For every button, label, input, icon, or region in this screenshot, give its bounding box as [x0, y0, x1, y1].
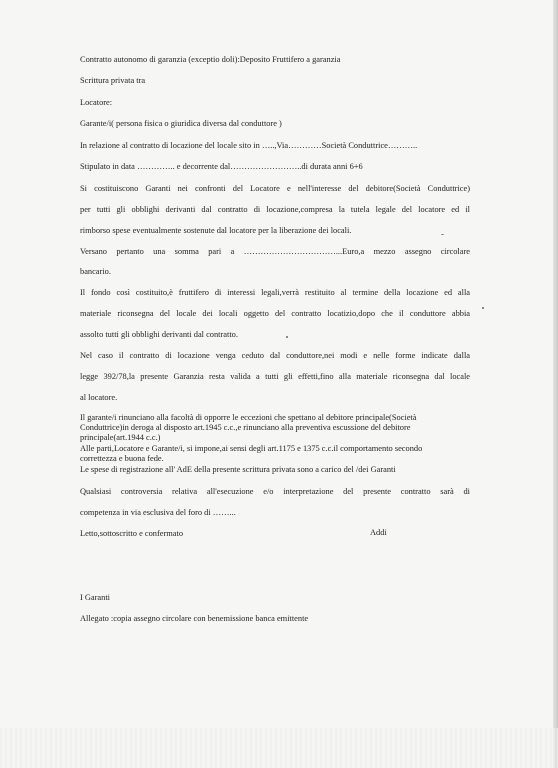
paragraph-correttezza-line1: Alle parti,Locatore e Garante/i, si impone,ai sensi degli art.1175 e 1375 c.c.il comportamento secondo [80, 444, 423, 453]
paragraph-rinuncia-line3: principale(art.1944 c.c.) [80, 433, 161, 442]
scan-speck [441, 234, 444, 235]
paragraph-stipulato: Stipulato in data ………….. e decorrente dal……………………..di durata anni 6+6 [80, 162, 363, 171]
label-garanti: I Garanti [80, 593, 110, 602]
paragraph-parties: Scrittura privata tra [80, 76, 146, 85]
document-title: Contratto autonomo di garanzia (exceptio doli):Deposito Fruttifero a garanzia [80, 55, 341, 64]
paragraph-rinuncia-line1: Il garante/i rinunciano alla facoltà di opporre le eccezioni che spettano al debitore principale(Società [80, 413, 417, 422]
paragraph-garanti-line1: Si costituiscono Garanti nei confronti del Locatore e nell'interesse del debitore(Società Conduttrice) [80, 184, 470, 193]
paragraph-versano-line1: Versano pertanto una somma pari a ……………………………...Euro,a mezzo assegno circolare [80, 247, 470, 256]
paragraph-garanti-line3: rimborso spese eventualmente sostenute dal locatore per la liberazione dei locali. [80, 226, 352, 235]
paragraph-cessione-line1: Nel caso il contratto di locazione venga ceduto dal conduttore,nei modi e nelle forme indicate dalla [80, 351, 470, 360]
paragraph-correttezza-line2: correttezza e buona fede. [80, 454, 164, 463]
paragraph-garanti-line2: per tutti gli obblighi derivanti dal contratto di locazione,compresa la tutela legale del locatore ed il [80, 205, 470, 214]
paragraph-controversia-line1: Qualsiasi controversia relativa all'esecuzione e/o interpretazione del presente contratto sarà di [80, 487, 470, 496]
attachment-note: Allegato :copia assegno circolare con benemissione banca emittente [80, 614, 309, 623]
paragraph-controversia-line2: competenza in via esclusiva del foro di ……... [80, 508, 236, 517]
page-edge-shadow [553, 0, 558, 768]
paragraph-versano-line2: bancario. [80, 267, 111, 276]
paragraph-rinuncia-line2: Conduttrice)in deroga al disposto art.1945 c.c.,e rinunciano alla preventiva escussione del debitore [80, 423, 411, 432]
label-locatore: Locatore: [80, 98, 113, 107]
scan-speck [286, 336, 288, 338]
paragraph-fondo-line1: Il fondo così costituito,è fruttifero di interessi legali,verrà restituito al termine della locazione ed alla [80, 288, 470, 297]
paragraph-cessione-line2: legge 392/78,la presente Garanzia resta valida a tutti gli effetti,fino alla materiale riconsegna dal locale [80, 372, 470, 381]
date-label-addi: Addi [370, 528, 387, 537]
paragraph-fondo-line2: materiale riconsegna del locale dei locali oggetto del contratto locatizio,dopo che il conduttore abbia [80, 309, 470, 318]
paragraph-cessione-line3: al locatore. [80, 393, 118, 402]
paragraph-fondo-line3: assolto tutti gli obblighi derivanti dal contratto. [80, 330, 238, 339]
label-garante: Garante/i( persona fisica o giuridica diversa dal conduttore ) [80, 119, 282, 128]
signature-statement: Letto,sottoscritto e confermato [80, 529, 184, 538]
scan-texture [0, 728, 558, 768]
scan-speck [482, 307, 484, 309]
paragraph-spese: Le spese di registrazione all' AdE della presente scrittura privata sono a carico del /dei Garanti [80, 465, 396, 474]
paragraph-relazione: In relazione al contratto di locazione del locale sito in …..,Via…………Società Conduttrice……….. [80, 141, 418, 150]
